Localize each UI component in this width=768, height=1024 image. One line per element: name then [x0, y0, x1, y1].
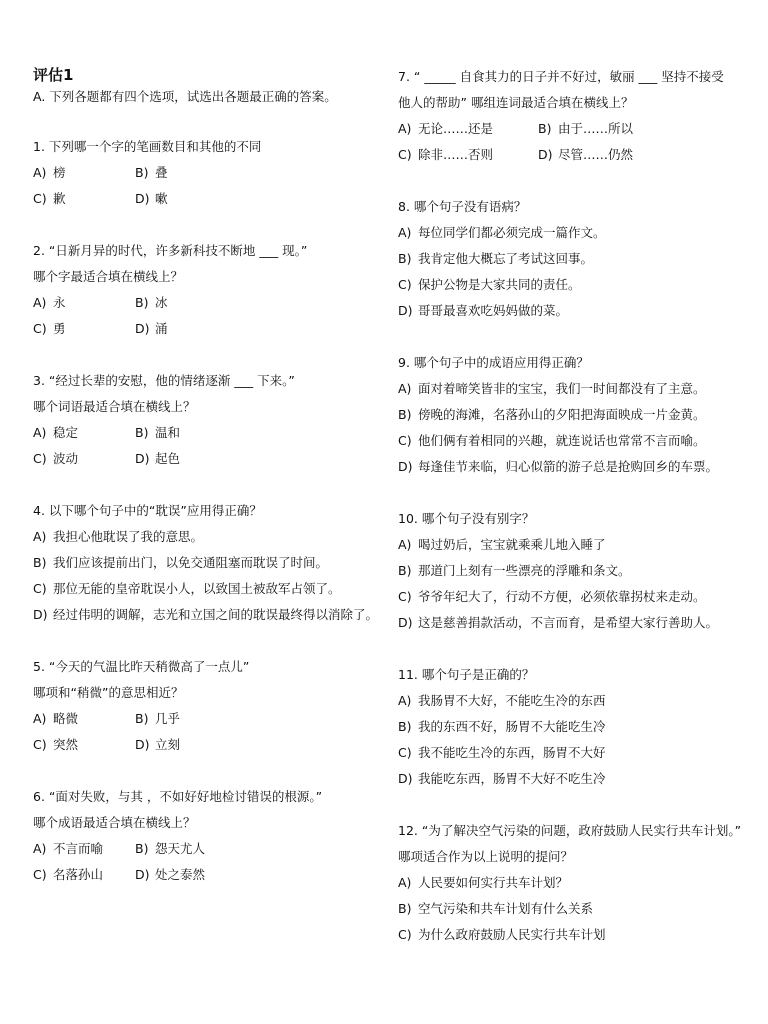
option-label: B) — [398, 901, 412, 916]
question-5-text: 5. “今天的气温比昨天稍微高了一点儿” — [33, 659, 250, 674]
option-b[interactable] — [538, 116, 758, 142]
question-8 — [398, 194, 758, 324]
option-d[interactable] — [135, 446, 373, 472]
option-text: 我不能吃生冷的东西，肠胃不大好 — [418, 745, 606, 760]
option-text: 立刻 — [155, 737, 181, 752]
option-text: 榜 — [53, 165, 66, 180]
option-text: 突然 — [53, 737, 79, 752]
question-4-text: 4. 以下哪个句子中的“耽误”应用得正确？ — [33, 503, 262, 518]
option-a[interactable] — [398, 532, 758, 558]
option-label: A) — [398, 225, 412, 240]
option-label: D) — [135, 737, 150, 752]
option-label: D) — [135, 451, 150, 466]
option-label: C) — [33, 737, 47, 752]
option-c[interactable] — [33, 732, 135, 758]
option-label: C) — [398, 589, 412, 604]
question-3 — [33, 368, 373, 472]
option-text: 无论……还是 — [418, 121, 494, 136]
option-a[interactable] — [33, 524, 373, 550]
option-label: B) — [135, 425, 149, 440]
option-d[interactable] — [398, 610, 758, 636]
option-text: 叠 — [155, 165, 168, 180]
option-label: D) — [135, 321, 150, 336]
option-label: C) — [33, 867, 47, 882]
option-c[interactable] — [33, 446, 135, 472]
question-12-text: 12. “为了解决空气污染的问题，政府鼓励人民实行共车计划。” — [398, 823, 742, 838]
option-label: A) — [33, 529, 47, 544]
option-text: 保护公物是大家共同的责任。 — [418, 277, 581, 292]
question-9-text: 9. 哪个句子中的成语应用得正确？ — [398, 355, 589, 370]
option-text: 这是慈善捐款活动，不言而育，是希望大家行善助人。 — [418, 615, 719, 630]
option-a[interactable] — [398, 116, 538, 142]
option-label: B) — [398, 563, 412, 578]
question-12 — [398, 818, 758, 948]
question-6 — [33, 784, 373, 888]
option-text: 永 — [53, 295, 66, 310]
option-c[interactable] — [398, 428, 758, 454]
option-a[interactable] — [398, 870, 758, 896]
option-d[interactable] — [398, 454, 758, 480]
question-9 — [398, 350, 758, 480]
option-text: 哥哥最喜欢吃妈妈做的菜。 — [418, 303, 569, 318]
question-7-text: 7. “ _____ 自食其力的日子并不好过，敏丽 ___ 坚持不接受 — [398, 69, 724, 84]
option-label: A) — [33, 425, 47, 440]
option-c[interactable] — [33, 576, 373, 602]
option-label: B) — [398, 251, 412, 266]
option-label: B) — [135, 165, 149, 180]
question-6-text: 6. “面对失败，与其 ，不如好好地检讨错误的根源。” — [33, 789, 323, 804]
option-b[interactable] — [398, 896, 758, 922]
question-5 — [33, 654, 373, 758]
option-text: 每逢佳节来临，归心似箭的游子总是抢购回乡的车票。 — [418, 459, 719, 474]
option-text: 怨天尤人 — [155, 841, 206, 856]
option-d[interactable] — [398, 298, 758, 324]
option-label: C) — [398, 147, 412, 162]
option-text: 那道门上刻有一些漂亮的浮雕和条文。 — [418, 563, 631, 578]
option-label: C) — [33, 451, 47, 466]
option-label: C) — [33, 321, 47, 336]
option-text: 我们应该提前出门，以免交通阻塞而耽误了时间。 — [53, 555, 329, 570]
option-label: A) — [398, 537, 412, 552]
option-label: A) — [33, 841, 47, 856]
option-text: 爷爷年纪大了，行动不方便，必须依靠拐杖来走动。 — [418, 589, 706, 604]
option-label: A) — [398, 381, 412, 396]
option-a[interactable] — [398, 220, 758, 246]
question-2 — [33, 238, 373, 342]
option-text: 我能吃东西，肠胃不大好不吃生冷 — [418, 771, 606, 786]
option-a[interactable] — [33, 420, 135, 446]
option-text: 稳定 — [53, 425, 79, 440]
option-c[interactable] — [33, 186, 135, 212]
option-label: A) — [33, 165, 47, 180]
option-label: C) — [398, 927, 412, 942]
option-b[interactable] — [398, 558, 758, 584]
question-11-text: 11. 哪个句子是正确的？ — [398, 667, 535, 682]
option-label: C) — [398, 433, 412, 448]
option-c[interactable] — [398, 740, 758, 766]
option-label: A) — [33, 711, 47, 726]
option-label: A) — [398, 875, 412, 890]
question-5-options — [33, 706, 373, 758]
option-c[interactable] — [33, 316, 135, 342]
question-8-text: 8. 哪个句子没有语病？ — [398, 199, 527, 214]
right-column — [398, 64, 758, 974]
question-4 — [33, 498, 379, 628]
option-label: D) — [33, 607, 48, 622]
option-label: B) — [135, 295, 149, 310]
option-a[interactable] — [33, 836, 135, 862]
option-text: 我的东西不好，肠胃不大能吃生冷 — [418, 719, 606, 734]
option-text: 涌 — [155, 321, 168, 336]
option-label: D) — [135, 867, 150, 882]
option-label: B) — [398, 719, 412, 734]
option-label: C) — [33, 191, 47, 206]
option-c[interactable] — [398, 272, 758, 298]
option-text: 我担心他耽误了我的意思。 — [53, 529, 204, 544]
option-c[interactable] — [33, 862, 135, 888]
option-text: 每位同学们都必须完成一篇作文。 — [418, 225, 606, 240]
option-label: C) — [398, 277, 412, 292]
option-text: 处之泰然 — [155, 867, 206, 882]
option-text: 由于……所以 — [558, 121, 634, 136]
option-text: 我肠胃不大好，不能吃生冷的东西 — [418, 693, 606, 708]
question-2-text: 2. “日新月异的时代，许多新科技不断地 ___ 现。” — [33, 243, 308, 258]
page-title: 评估1 — [33, 66, 74, 84]
option-label: A) — [398, 693, 412, 708]
option-label: B) — [33, 555, 47, 570]
option-b[interactable] — [135, 420, 373, 446]
option-b[interactable] — [398, 402, 758, 428]
option-text: 空气污染和共车计划有什么关系 — [418, 901, 594, 916]
question-3-options — [33, 420, 373, 472]
option-d[interactable] — [135, 732, 373, 758]
option-text: 名落孙山 — [53, 867, 104, 882]
option-b[interactable] — [135, 836, 373, 862]
option-a[interactable] — [398, 376, 758, 402]
question-7-prompt: 他人的帮助” 哪组连词最适合填在横线上？ — [398, 95, 634, 110]
option-label: D) — [398, 615, 413, 630]
option-label: D) — [398, 303, 413, 318]
option-text: 除非……否则 — [418, 147, 494, 162]
question-6-options — [33, 836, 373, 888]
option-d[interactable] — [538, 142, 758, 168]
option-b[interactable] — [398, 714, 758, 740]
question-11 — [398, 662, 758, 792]
option-a[interactable] — [33, 706, 135, 732]
option-d[interactable] — [135, 186, 373, 212]
question-3-text: 3. “经过长辈的安慰，他的情绪逐渐 ___ 下来。” — [33, 373, 295, 388]
option-text: 温和 — [155, 425, 181, 440]
option-label: A) — [33, 295, 47, 310]
option-label: D) — [398, 771, 413, 786]
option-text: 那位无能的皇帝耽误小人，以致国土被敌军占领了。 — [53, 581, 341, 596]
option-c[interactable] — [398, 922, 758, 948]
question-10 — [398, 506, 758, 636]
option-a[interactable] — [33, 290, 135, 316]
option-text: 面对着啼笑皆非的宝宝，我们一时间都没有了主意。 — [418, 381, 706, 396]
question-1-options — [33, 160, 373, 212]
option-label: C) — [398, 745, 412, 760]
option-d[interactable] — [398, 766, 758, 792]
option-b[interactable] — [33, 550, 373, 576]
option-text: 尽管……仍然 — [558, 147, 634, 162]
question-1 — [33, 134, 373, 212]
option-label: B) — [398, 407, 412, 422]
option-d[interactable] — [135, 862, 373, 888]
option-text: 波动 — [53, 451, 79, 466]
option-text: 傍晚的海滩，名落孙山的夕阳把海面映成一片金黄。 — [418, 407, 706, 422]
question-7 — [398, 64, 758, 168]
left-column — [33, 64, 379, 914]
option-a[interactable] — [33, 160, 135, 186]
option-text: 略微 — [53, 711, 79, 726]
option-text: 不言而喻 — [53, 841, 104, 856]
option-text: 我肯定他大概忘了考试这回事。 — [418, 251, 594, 266]
question-6-prompt: 哪个成语最适合填在横线上？ — [33, 815, 196, 830]
option-label: B) — [538, 121, 552, 136]
option-label: D) — [398, 459, 413, 474]
option-label: D) — [538, 147, 553, 162]
option-b[interactable] — [135, 160, 373, 186]
option-label: A) — [398, 121, 412, 136]
instruction-text: A. 下列各题都有四个选项，试选出各题最正确的答案。 — [33, 89, 337, 104]
option-label: B) — [135, 841, 149, 856]
option-text: 为什么政府鼓励人民实行共车计划 — [418, 927, 606, 942]
option-text: 嗽 — [155, 191, 168, 206]
question-1-text: 1. 下列哪一个字的笔画数目和其他的不同 — [33, 139, 262, 154]
option-b[interactable] — [135, 290, 373, 316]
question-12-prompt: 哪项适合作为以上说明的提问？ — [398, 849, 574, 864]
question-7-options — [398, 116, 758, 168]
option-c[interactable] — [398, 142, 538, 168]
option-text: 起色 — [155, 451, 181, 466]
option-b[interactable] — [135, 706, 373, 732]
option-label: B) — [135, 711, 149, 726]
option-text: 歉 — [53, 191, 66, 206]
option-c[interactable] — [398, 584, 758, 610]
option-a[interactable] — [398, 688, 758, 714]
question-3-prompt: 哪个词语最适合填在横线上？ — [33, 399, 196, 414]
option-label: C) — [33, 581, 47, 596]
option-text: 几乎 — [155, 711, 181, 726]
option-text: 人民要如何实行共车计划？ — [418, 875, 569, 890]
option-label: D) — [135, 191, 150, 206]
option-b[interactable] — [398, 246, 758, 272]
option-d[interactable] — [135, 316, 373, 342]
option-text: 他们俩有着相同的兴趣，就连说话也常常不言而喻。 — [418, 433, 706, 448]
option-text: 冰 — [155, 295, 168, 310]
option-text: 喝过奶后，宝宝就乘乘儿地入睡了 — [418, 537, 606, 552]
question-5-prompt: 哪项和“稍微”的意思相近？ — [33, 685, 184, 700]
question-2-options — [33, 290, 373, 342]
option-d[interactable] — [33, 602, 379, 628]
option-text: 经过伟明的调解，志光和立国之间的耽误最终得以消除了。 — [53, 607, 379, 622]
option-text: 勇 — [53, 321, 66, 336]
question-2-prompt: 哪个字最适合填在横线上？ — [33, 269, 184, 284]
question-10-text: 10. 哪个句子没有别字？ — [398, 511, 535, 526]
